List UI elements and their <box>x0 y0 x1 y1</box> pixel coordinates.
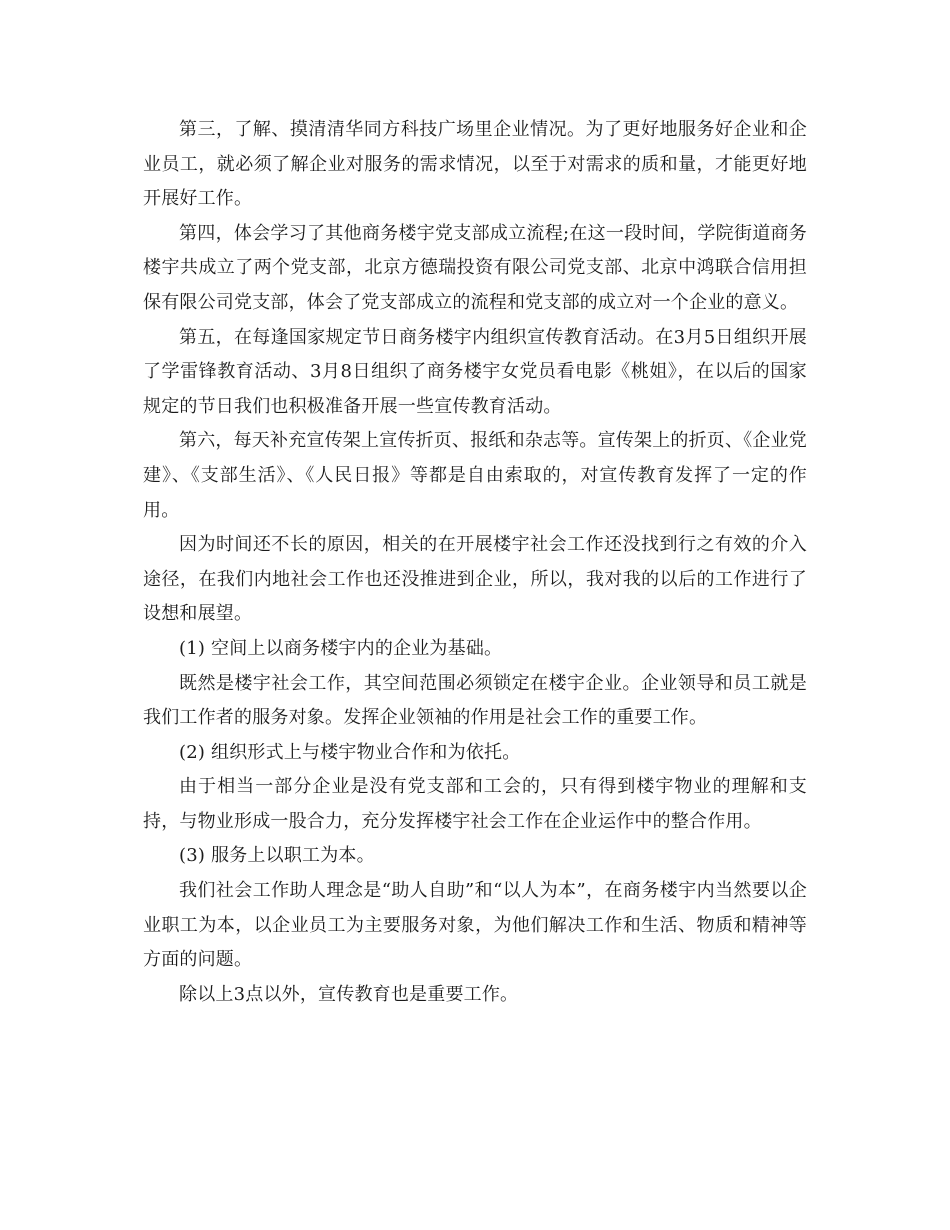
paragraph: 第五，在每逢国家规定节日商务楼宇内组织宣传教育活动。在3月5日组织开展了学雷锋教育活动、3月8日组织了商务楼宇女党员看电影《桃姐》，在以后的国家规定的节日我们也积极准备开展一些宣传教育活动。 <box>143 326 807 417</box>
paragraph: 由于相当一部分企业是没有党支部和工会的，只有得到楼宇物业的理解和支持，与物业形成一股合力，充分发挥楼宇社会工作在企业运作中的整合作用。 <box>143 776 807 832</box>
paragraph: 因为时间还不长的原因，相关的在开展楼宇社会工作还没找到行之有效的介入途径，在我们内地社会工作也还没推进到企业，所以，我对我的以后的工作进行了设想和展望。 <box>143 534 807 625</box>
list-heading: (2) 组织形式上与楼宇物业合作和为依托。 <box>179 741 521 763</box>
list-heading: (3) 服务上以职工为本。 <box>179 845 375 867</box>
paragraph: 我们社会工作助人理念是“助人自助”和“以人为本”，在商务楼宇内当然要以企业职工为本，以企业员工为主要服务对象，为他们解决工作和生活、物质和精神等方面的问题。 <box>143 880 807 971</box>
paragraph: 第四，体会学习了其他商务楼宇党支部成立流程;在这一段时间，学院街道商务楼宇共成立了两个党支部，北京方德瑞投资有限公司党支部、北京中鸿联合信用担保有限公司党支部，体会了党支部成立的流程和党支部的成立对一个企业的意义。 <box>143 222 807 313</box>
paragraph: 第三，了解、摸清清华同方科技广场里企业情况。为了更好地服务好企业和企业员工，就必须了解企业对服务的需求情况，以至于对需求的质和量，才能更好地开展好工作。 <box>143 119 807 210</box>
paragraph: 既然是楼宇社会工作，其空间范围必须锁定在楼宇企业。企业领导和员工就是我们工作者的服务对象。发挥企业领袖的作用是社会工作的重要工作。 <box>143 672 807 729</box>
document-body <box>143 113 807 1012</box>
paragraph: 第六，每天补充宣传架上宣传折页、报纸和杂志等。宣传架上的折页、《企业党建》、《支部生活》、《人民日报》等都是自由索取的，对宣传教育发挥了一定的作用。 <box>143 430 807 521</box>
paragraph: 除以上3点以外，宣传教育也是重要工作。 <box>179 983 519 1005</box>
list-heading: (1) 空间上以商务楼宇内的企业为基础。 <box>179 637 503 659</box>
